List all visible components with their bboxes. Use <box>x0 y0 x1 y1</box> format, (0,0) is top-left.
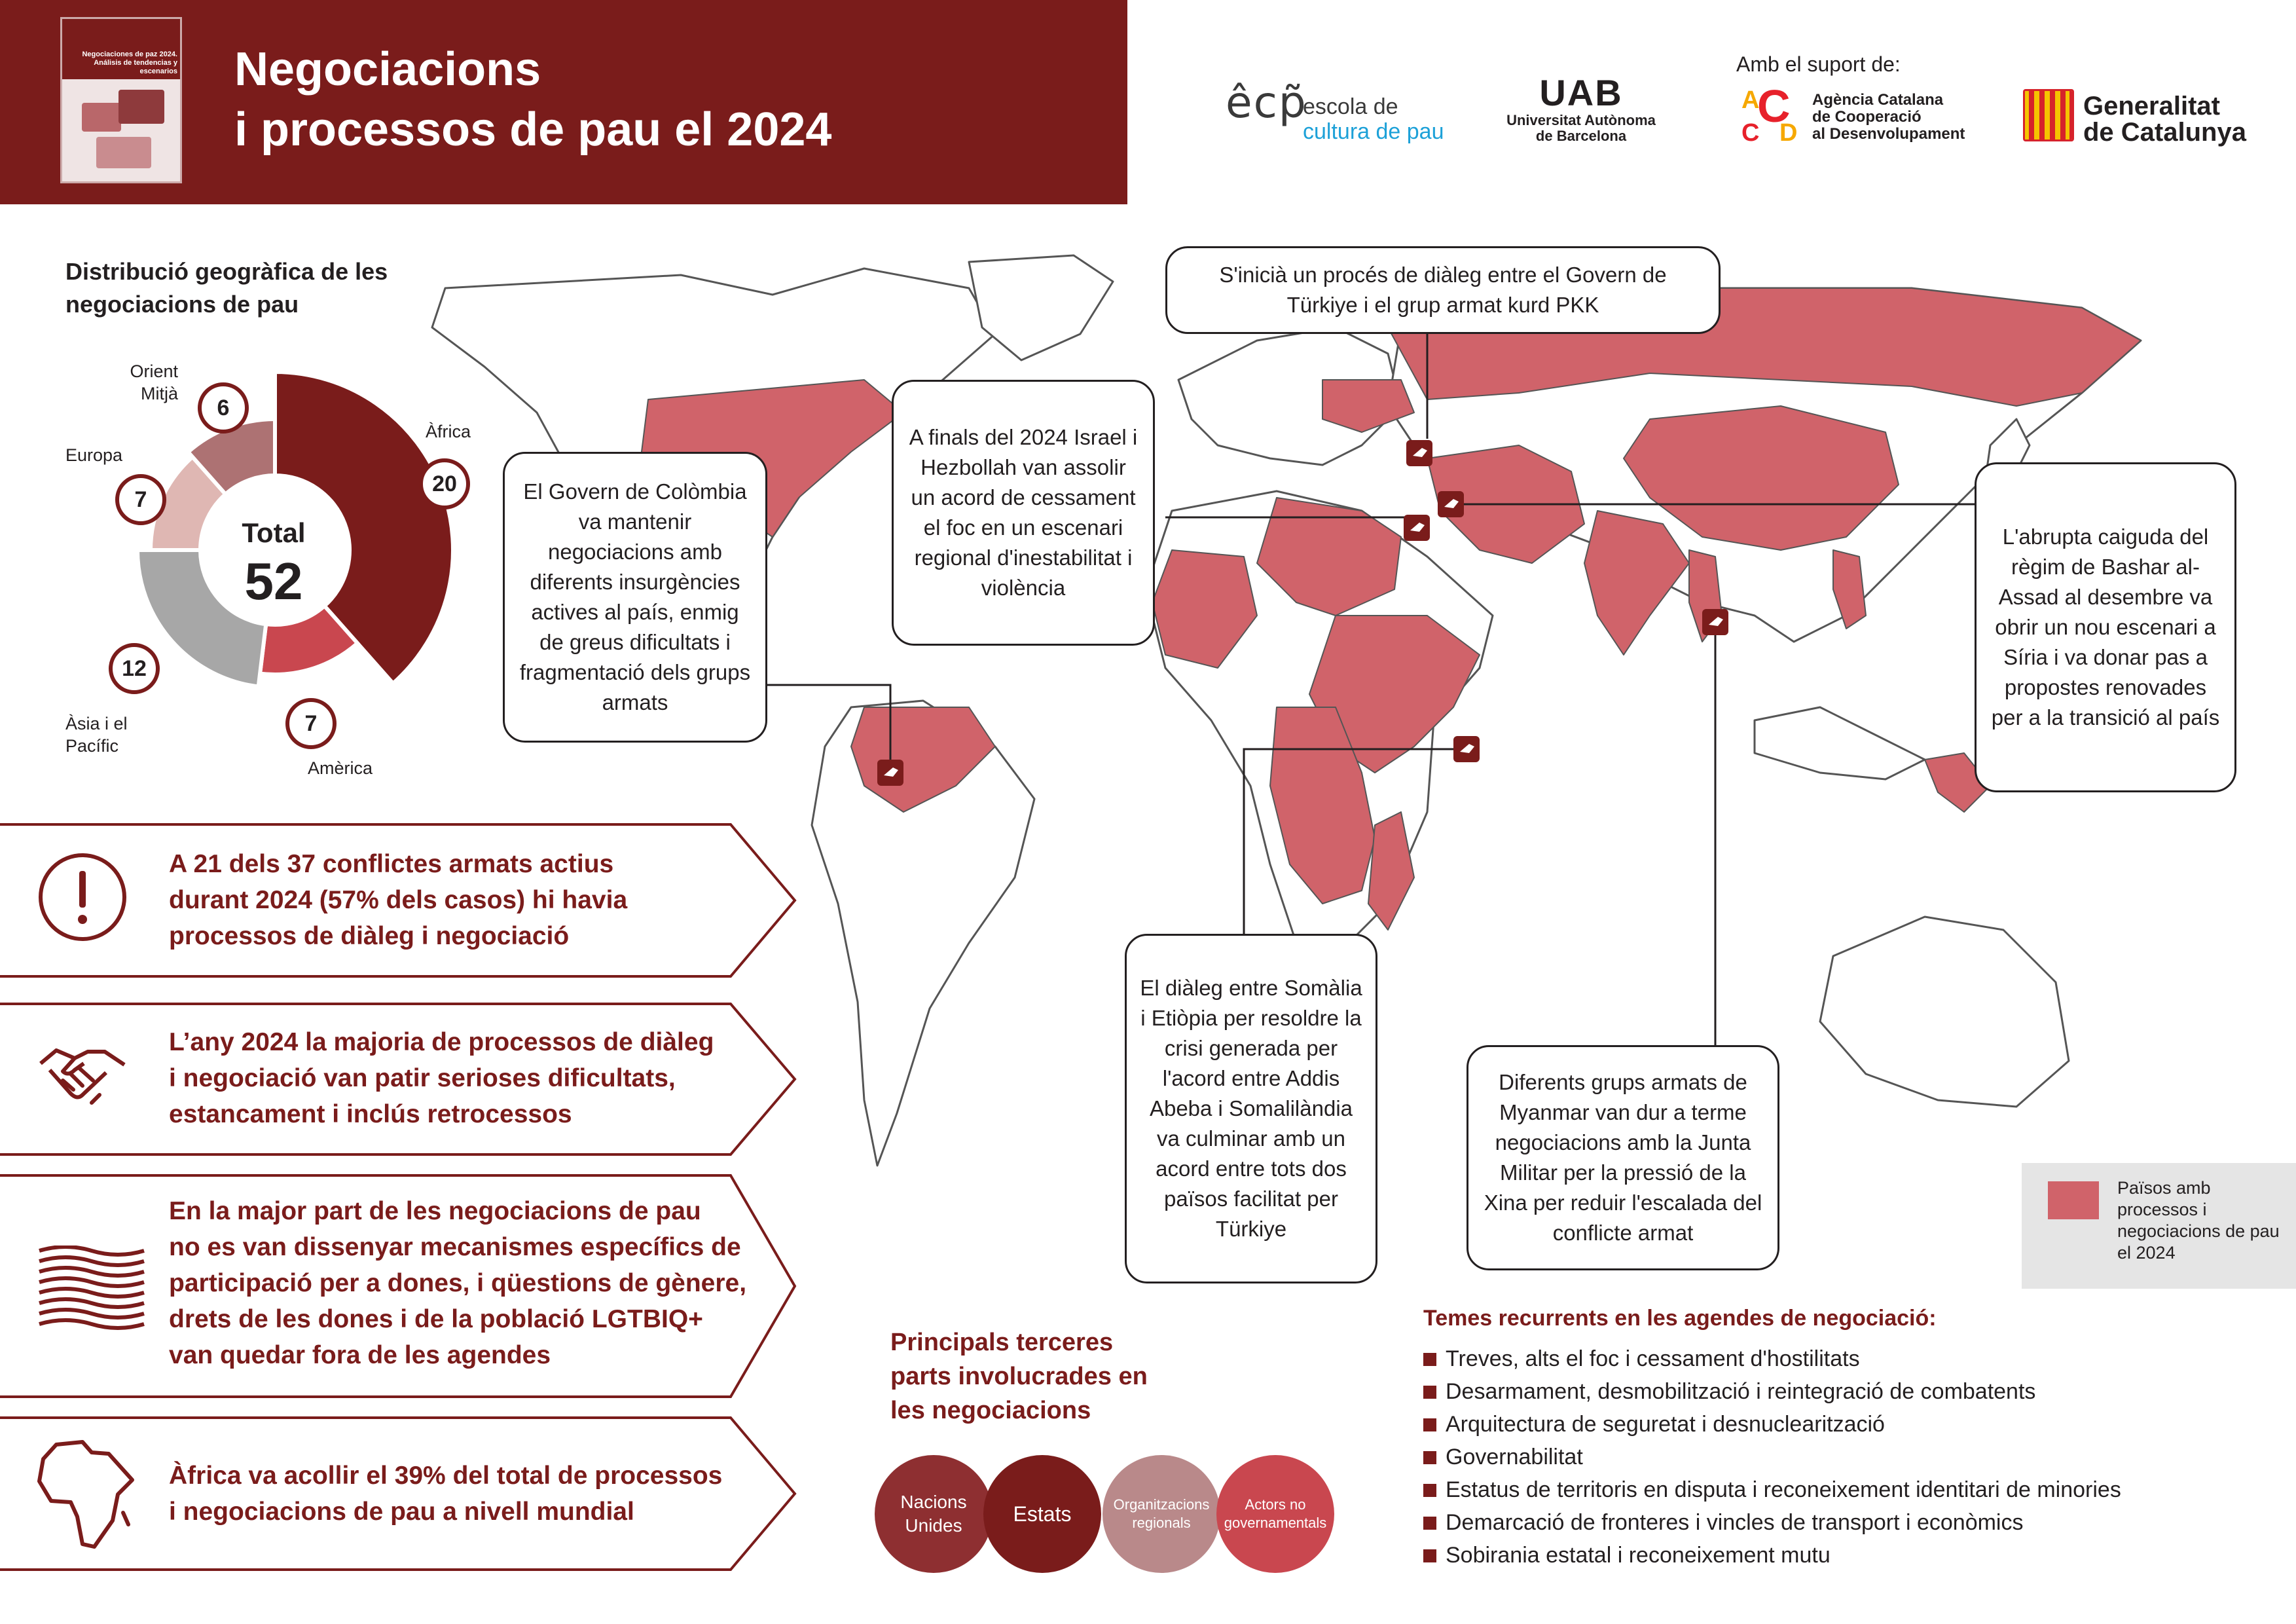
fact-line: processos de diàleg i negociació <box>169 922 570 950</box>
dove-icon <box>1702 609 1728 635</box>
report-cover-thumbnail[interactable] <box>60 17 182 183</box>
acc-letter: C <box>1757 81 1791 132</box>
landmass-greenland <box>969 255 1113 360</box>
topic-item: Desarmament, desmobilització i reintegració de combatents <box>1423 1375 2121 1408</box>
gen-line-1: Generalitat <box>2083 92 2220 120</box>
support-label: Amb el suport de: <box>1736 52 1901 76</box>
callout-israel-hezbollah: A finals del 2024 Israel i Hezbollah van assolir un acord de cessament el foc en un escenari regional d'inestabilitat i violència <box>892 380 1155 646</box>
title-line-2: i processos de pau el 2024 <box>234 103 832 156</box>
fact-line: Àfrica va acollir el 39% del total de processos <box>169 1462 723 1490</box>
fact-line: A 21 dels 37 conflictes armats actius <box>169 850 614 878</box>
header-banner <box>0 0 1127 204</box>
fact-box <box>0 1416 799 1572</box>
uab-line-2: de Barcelona <box>1535 128 1627 144</box>
legend-swatch <box>2048 1181 2099 1219</box>
generalitat-text <box>2083 93 2246 145</box>
fact-line: En la major part de les negociacions de pau <box>169 1197 701 1225</box>
ecp-mark: êcp̃ <box>1226 77 1307 128</box>
topic-item: Estatus de territoris en disputa i reconeixement identitari de minories <box>1423 1473 2121 1506</box>
callout-somalia-ethiopia: El diàleg entre Somàlia i Etiòpia per resoldre la crisi generada per l'acord entre Addis Abeba i Somalilàndia va culminar amb un acord entre tots dos països facilitat per Türkiye <box>1125 934 1377 1283</box>
uab-logo[interactable] <box>1486 73 1676 144</box>
segment-badge-africa: 20 <box>419 458 470 509</box>
dove-icon <box>877 760 903 786</box>
ecp-text-line-1: escola de <box>1303 94 1398 119</box>
page-title <box>234 39 831 160</box>
third-parties-title: Principals terceres parts involucrades en les negociacions <box>890 1329 1148 1424</box>
donut-total-value: 52 <box>244 552 303 610</box>
acc-letter: C <box>1741 119 1760 147</box>
topic-item: Sobirania estatal i reconeixement mutu <box>1423 1539 2121 1572</box>
segment-label-asia <box>65 712 128 757</box>
cover-title: Negociaciones de paz 2024. Análisis de tendencias y escenarios <box>82 50 177 75</box>
segment-label-middle-east-line-1: Orient <box>130 361 178 381</box>
topics-title: Temes recurrents en les agendes de negociació: <box>1423 1306 1937 1331</box>
ecp-text-line-2: cultura de pau <box>1303 119 1444 144</box>
landmass-indonesia <box>1755 707 1925 779</box>
landmass-australia <box>1820 917 2069 1107</box>
topic-item: Demarcació de fronteres i vincles de transport i econòmics <box>1423 1506 2121 1539</box>
fact-text <box>169 1458 758 1530</box>
segment-badge-middle-east: 6 <box>198 382 249 434</box>
segment-label-asia-line-1: Àsia i el <box>65 714 128 733</box>
fact-line: estancament i inclús retrocessos <box>169 1100 572 1128</box>
acc-line-3: al Desenvolupament <box>1812 125 1965 143</box>
callout-syria: L'abrupta caiguda del règim de Bashar al-Assad al desembre va obrir un nou escenari a Síria i va donar pas a propostes renovades per a la transició al país <box>1975 462 2236 792</box>
topic-item: Arquitectura de seguretat i desnuclearització <box>1423 1408 2121 1441</box>
segment-label-america: Amèrica <box>308 758 373 778</box>
segment-label-middle-east-line-2: Mitjà <box>140 384 178 403</box>
uab-line-1: Universitat Autònoma <box>1506 112 1656 128</box>
acc-mark <box>1741 81 1802 147</box>
gen-line-2: de Catalunya <box>2083 118 2246 147</box>
segment-badge-asia: 12 <box>109 643 160 694</box>
fact-line: L’any 2024 la majoria de processos de diàleg <box>169 1028 714 1056</box>
acc-line-2: de Cooperació <box>1812 108 1922 126</box>
fact-line: van quedar fora de les agendes <box>169 1341 551 1369</box>
fact-line: participació per a dones, i qüestions de gènere, <box>169 1269 747 1297</box>
dove-icon <box>1406 440 1432 466</box>
dove-icon <box>1453 736 1480 762</box>
uab-acronym: UAB <box>1539 72 1623 113</box>
acc-letter: D <box>1779 119 1798 147</box>
exclamation-icon <box>37 851 128 946</box>
dove-icon <box>1404 515 1430 541</box>
cover-bubble <box>118 90 164 124</box>
segment-label-europe: Europa <box>65 445 123 465</box>
cover-bubble <box>82 103 121 132</box>
third-party-states: Estats <box>983 1455 1101 1573</box>
dove-icon <box>1438 491 1464 517</box>
title-line-1: Negociacions <box>234 43 541 96</box>
topics-list <box>1423 1342 2121 1572</box>
callout-colombia: El Govern de Colòmbia va mantenir negociacions amb diferents insurgències actives al país, enmig de greus dificultats i fragmentació dels grups armats <box>503 452 767 743</box>
third-party-united-nations: Nacions Unides <box>875 1455 993 1573</box>
legend-label: Països amb processos i negociacions de pau el 2024 <box>2117 1178 2280 1263</box>
callout-myanmar: Diferents grups armats de Myanmar van dur a terme negociacions amb la Junta Militar per la pressió de la Xina per reduir l'escalada del conflicte armat <box>1467 1045 1779 1270</box>
cover-bubble <box>96 137 151 168</box>
flag-icon <box>37 1246 148 1334</box>
acc-line-1: Agència Catalana <box>1812 91 1944 109</box>
acc-text <box>1812 92 1965 143</box>
segment-label-africa: Àfrica <box>426 422 471 441</box>
fact-line: no es van dissenyar mecanismes específics de <box>169 1233 741 1261</box>
topic-item: Treves, alts el foc i cessament d'hostilitats <box>1423 1342 2121 1375</box>
fact-line: i negociació van patir serioses dificultats, <box>169 1064 676 1092</box>
africa-icon <box>37 1439 135 1554</box>
map-legend <box>2022 1163 2296 1289</box>
handshake-icon <box>37 1037 128 1119</box>
third-party-non-governmental-actors: Actors no governamentals <box>1216 1455 1334 1573</box>
topic-item: Governabilitat <box>1423 1441 2121 1473</box>
acc-letter: A <box>1741 86 1760 114</box>
segment-badge-europe: 7 <box>115 474 166 525</box>
segment-label-middle-east <box>124 360 178 405</box>
callout-turkey-pkk: S'inicià un procés de diàleg entre el Govern de Türkiye i el grup armat kurd PKK <box>1165 246 1721 334</box>
segment-badge-america: 7 <box>285 698 337 749</box>
generalitat-shield-icon <box>2023 89 2074 141</box>
donut-total-label: Total <box>242 517 306 548</box>
fact-line: i negociacions de pau a nivell mundial <box>169 1498 634 1526</box>
geo-distribution-title: Distribució geogràfica de les negociacions de pau <box>65 258 388 318</box>
fact-line: durant 2024 (57% dels casos) hi havia <box>169 886 628 914</box>
fact-line: drets de les dones i de la població LGTBIQ+ <box>169 1305 703 1333</box>
third-party-regional-organizations: Organitzacions regionals <box>1102 1455 1220 1573</box>
segment-label-asia-line-2: Pacífic <box>65 736 119 756</box>
